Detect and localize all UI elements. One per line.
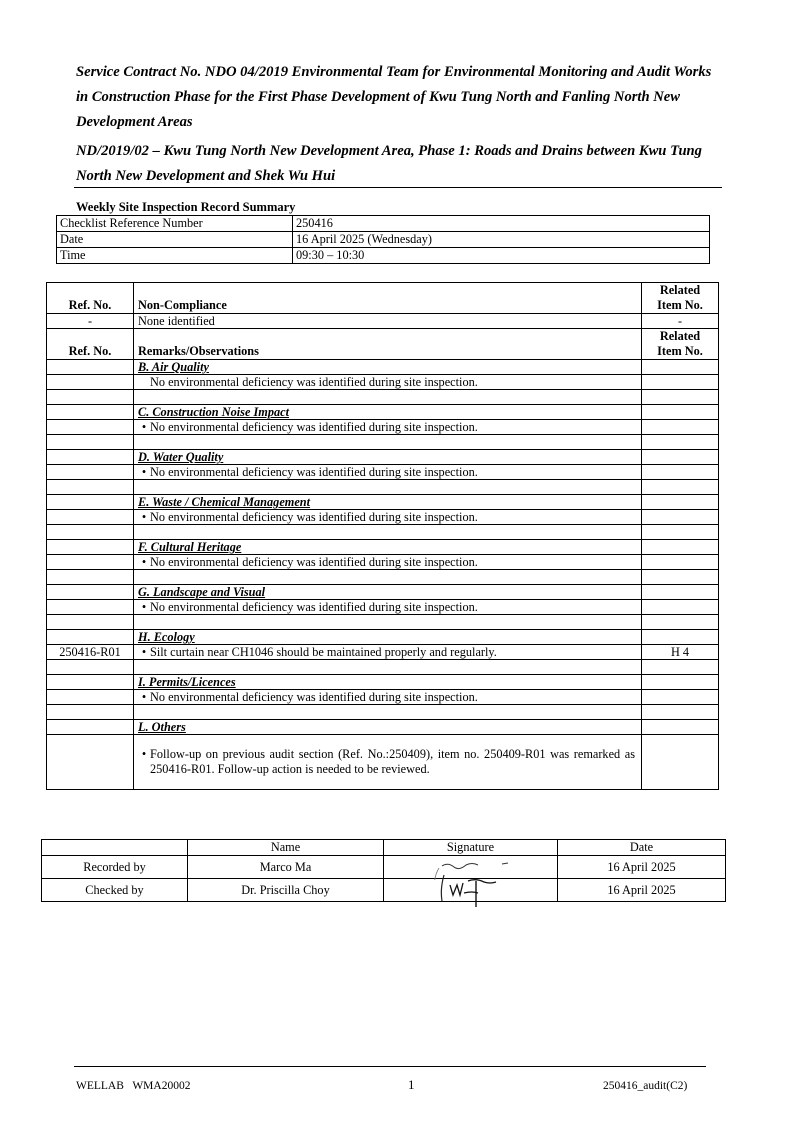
ref-cell: 250416-R01 bbox=[47, 645, 134, 660]
blank-row bbox=[47, 435, 719, 450]
remark-text: No environmental deficiency was identified during site inspection. bbox=[150, 420, 478, 434]
remark-text: No environmental deficiency was identified during site inspection. bbox=[150, 510, 478, 524]
signature-table-header bbox=[42, 840, 726, 856]
footer-company: WELLAB WMA20002 bbox=[76, 1080, 191, 1092]
ref-cell bbox=[47, 420, 134, 435]
bullet-icon: • bbox=[141, 420, 147, 434]
date-header: Date bbox=[558, 840, 726, 856]
bullet-icon: • bbox=[141, 555, 147, 569]
related-item-cell: H 4 bbox=[642, 645, 719, 660]
remark-text: Follow-up on previous audit section (Ref. No.:250409), item no. 250409-R01 was remarked as 250416-R01. Follow-up action is needed to be reviewed. bbox=[150, 747, 635, 776]
section-title: E. Waste / Chemical Management bbox=[134, 495, 642, 510]
remark-text: No environmental deficiency was identified during site inspection. bbox=[150, 690, 478, 704]
remarks-sections bbox=[47, 360, 719, 720]
section-title-row bbox=[47, 720, 719, 735]
bullet-icon: • bbox=[141, 690, 147, 704]
footer-file-ref: 250416_audit(C2) bbox=[603, 1080, 688, 1092]
section-title: D. Water Quality bbox=[134, 450, 642, 465]
ref-cell bbox=[47, 690, 134, 705]
related-item-cell bbox=[642, 510, 719, 525]
related-label: Related bbox=[659, 329, 701, 343]
sign-date: 16 April 2025 bbox=[558, 856, 726, 879]
signature-cell bbox=[384, 879, 558, 902]
remark-text: No environmental deficiency was identified during site inspection. bbox=[150, 465, 478, 479]
role-label: Checked by bbox=[42, 879, 188, 902]
page-number: 1 bbox=[408, 1077, 415, 1092]
remark-text: No environmental deficiency was identified during site inspection. bbox=[150, 555, 478, 569]
remark-text: No environmental deficiency was identified during site inspection. bbox=[150, 600, 478, 614]
non-compliance-header-label: Non-Compliance bbox=[134, 283, 642, 314]
non-compliance-header bbox=[47, 283, 719, 314]
footer-divider bbox=[74, 1066, 706, 1067]
section-title: I. Permits/Licences bbox=[134, 675, 642, 690]
section-title: G. Landscape and Visual bbox=[134, 585, 642, 600]
section-title: F. Cultural Heritage bbox=[134, 540, 642, 555]
project-title: ND/2019/02 – Kwu Tung North New Development Area, Phase 1: Roads and Drains between Kwu Tung North New Development and Shek Wu Hui bbox=[76, 143, 702, 184]
ref-cell bbox=[47, 375, 134, 390]
remark-row bbox=[47, 600, 719, 615]
related-item-cell: - bbox=[642, 314, 719, 329]
section-title: C. Construction Noise Impact bbox=[134, 405, 642, 420]
remark-row bbox=[47, 375, 719, 390]
remark-row bbox=[47, 420, 719, 435]
remark-row bbox=[47, 690, 719, 705]
ref-cell: - bbox=[47, 314, 134, 329]
section-title-row bbox=[47, 495, 719, 510]
summary-row-reference bbox=[57, 216, 710, 232]
related-item-header bbox=[642, 329, 719, 360]
summary-heading: Weekly Site Inspection Record Summary bbox=[76, 200, 296, 214]
section-title: L. Others bbox=[134, 720, 642, 735]
remarks-header-label: Remarks/Observations bbox=[134, 329, 642, 360]
role-label: Recorded by bbox=[42, 856, 188, 879]
item-no-label: Item No. bbox=[657, 344, 703, 358]
inspection-table bbox=[46, 282, 719, 790]
related-item-cell bbox=[642, 600, 719, 615]
sign-date: 16 April 2025 bbox=[558, 879, 726, 902]
remark-text: Silt curtain near CH1046 should be maintained properly and regularly. bbox=[150, 645, 497, 659]
related-item-cell bbox=[642, 690, 719, 705]
summary-value: 09:30 – 10:30 bbox=[293, 248, 710, 264]
summary-row-time bbox=[57, 248, 710, 264]
item-no-label: Item No. bbox=[657, 298, 703, 312]
blank-row bbox=[47, 525, 719, 540]
ref-header: Ref. No. bbox=[47, 283, 134, 314]
section-title: H. Ecology bbox=[134, 630, 642, 645]
section-title-row bbox=[47, 405, 719, 420]
bullet-icon: • bbox=[141, 600, 147, 614]
blank-header bbox=[42, 840, 188, 856]
summary-row-date bbox=[57, 232, 710, 248]
signer-name: Dr. Priscilla Choy bbox=[188, 879, 384, 902]
remark-row bbox=[47, 645, 719, 660]
blank-row bbox=[47, 390, 719, 405]
checked-by-row bbox=[42, 879, 726, 902]
name-header: Name bbox=[188, 840, 384, 856]
handwritten-signature bbox=[384, 871, 554, 911]
blank-row bbox=[47, 480, 719, 495]
signer-name: Marco Ma bbox=[188, 856, 384, 879]
blank-row bbox=[47, 705, 719, 720]
bullet-icon: • bbox=[141, 510, 147, 524]
remark-row bbox=[47, 465, 719, 480]
related-item-cell bbox=[642, 375, 719, 390]
bullet-icon: • bbox=[141, 645, 147, 659]
summary-table bbox=[56, 215, 710, 264]
remark-text: No environmental deficiency was identified during site inspection. bbox=[150, 375, 478, 389]
section-title: B. Air Quality bbox=[134, 360, 642, 375]
blank-row bbox=[47, 570, 719, 585]
section-title-row bbox=[47, 585, 719, 600]
bullet-icon: • bbox=[141, 747, 147, 761]
others-remark-row bbox=[47, 735, 719, 790]
summary-value: 16 April 2025 (Wednesday) bbox=[293, 232, 710, 248]
summary-key: Checklist Reference Number bbox=[57, 216, 293, 232]
section-title-row bbox=[47, 630, 719, 645]
blank-row bbox=[47, 660, 719, 675]
summary-key: Date bbox=[57, 232, 293, 248]
contract-title: Service Contract No. NDO 04/2019 Environmental Team for Environmental Monitoring and Audit Works in Construction Phase for the First Phase Development of Kwu Tung North and Fanling North New Development Areas bbox=[76, 64, 712, 130]
signature-table bbox=[41, 839, 726, 902]
section-title-row bbox=[47, 540, 719, 555]
blank-row bbox=[47, 615, 719, 630]
ref-cell bbox=[47, 465, 134, 480]
ref-header: Ref. No. bbox=[47, 329, 134, 360]
signature-header: Signature bbox=[384, 840, 558, 856]
summary-value: 250416 bbox=[293, 216, 710, 232]
ref-cell bbox=[47, 600, 134, 615]
remarks-header bbox=[47, 329, 719, 360]
ref-cell bbox=[47, 555, 134, 570]
section-title-row bbox=[47, 360, 719, 375]
bullet-icon: • bbox=[141, 465, 147, 479]
section-title-row bbox=[47, 450, 719, 465]
non-compliance-text: None identified bbox=[134, 314, 642, 329]
section-title-row bbox=[47, 675, 719, 690]
header-divider bbox=[74, 187, 722, 188]
related-item-cell bbox=[642, 420, 719, 435]
remark-row bbox=[47, 510, 719, 525]
non-compliance-row bbox=[47, 314, 719, 329]
related-item-cell bbox=[642, 465, 719, 480]
related-label: Related bbox=[659, 283, 701, 297]
related-item-header bbox=[642, 283, 719, 314]
ref-cell bbox=[47, 510, 134, 525]
summary-key: Time bbox=[57, 248, 293, 264]
related-item-cell bbox=[642, 555, 719, 570]
remark-row bbox=[47, 555, 719, 570]
